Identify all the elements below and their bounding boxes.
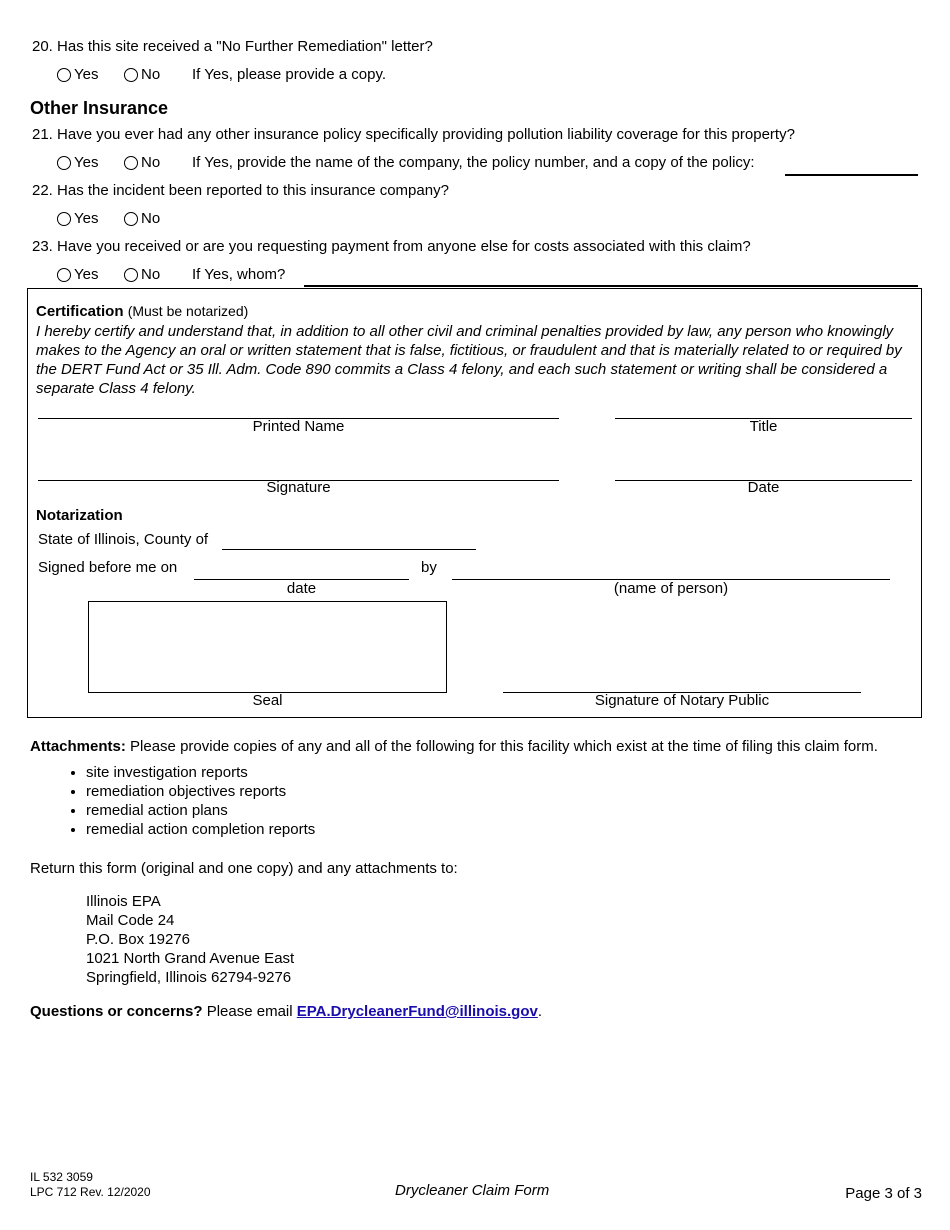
q22-yes-option[interactable]: [57, 210, 98, 227]
radio-icon: [57, 212, 71, 226]
q23-note: If Yes, whom?: [192, 266, 286, 283]
q20-question: 20. Has this site received a "No Further Remediation" letter?: [32, 38, 433, 55]
certification-title: [36, 303, 248, 320]
address-line: Mail Code 24: [86, 912, 175, 929]
certification-statement: I hereby certify and understand that, in addition to all other civil and criminal penalties provided by law, any person who knowingly makes to the Agency an oral or written statement that is false, fictitious, or fraudulent and that is materially related to or required by the DERT Fund Act or 35 Ill. Adm. Code 890 commits a Class 4 felony, and each such statement or writing shall be considered a separate Class 4 felony.: [36, 323, 902, 397]
questions-text: Please email: [206, 1003, 293, 1020]
mailing-address: [86, 892, 294, 987]
by-label: by: [421, 559, 437, 576]
q20-yes-option[interactable]: [57, 66, 98, 83]
radio-icon: [124, 212, 138, 226]
questions-period: .: [537, 1003, 543, 1020]
list-item: • remediation objectives reports: [86, 782, 315, 801]
q23-question: 23. Have you received or are you requesting payment from anyone else for costs associated with this claim?: [32, 238, 751, 255]
address-line: 1021 North Grand Avenue East: [86, 950, 295, 967]
radio-icon: [57, 268, 71, 282]
seal-label: Seal: [252, 692, 283, 709]
q23-yes-option[interactable]: [57, 266, 98, 283]
attachments-list: [68, 763, 315, 839]
email-link[interactable]: EPA.DrycleanerFund@illinois.gov: [296, 1003, 538, 1020]
date-caption: date: [286, 580, 317, 597]
title-label: Title: [749, 418, 778, 435]
q21-yes-label: Yes: [74, 154, 99, 171]
q21-policy-field[interactable]: [785, 174, 918, 176]
q23-yes-label: Yes: [74, 266, 99, 283]
radio-icon: [57, 156, 71, 170]
q21-note: If Yes, provide the name of the company, the policy number, and a copy of the policy:: [192, 154, 755, 171]
county-label: State of Illinois, County of: [38, 531, 209, 548]
q22-no-option[interactable]: [124, 210, 160, 227]
radio-icon: [57, 68, 71, 82]
q22-no-label: No: [141, 210, 161, 227]
form-name: Drycleaner Claim Form: [395, 1182, 550, 1199]
q20-note: If Yes, please provide a copy.: [192, 66, 387, 83]
q21-yes-option[interactable]: [57, 154, 98, 171]
return-instructions: Return this form (original and one copy) and any attachments to:: [30, 860, 458, 877]
attachments-heading: Attachments:: [30, 738, 126, 755]
date-label: Date: [747, 479, 780, 496]
address-line: Illinois EPA: [86, 893, 161, 910]
address-line: P.O. Box 19276: [86, 931, 190, 948]
signature-label: Signature: [266, 479, 331, 496]
list-item: • remedial action plans: [86, 801, 315, 820]
signed-before-label: Signed before me on: [38, 559, 178, 576]
certification-heading: Certification: [36, 303, 124, 320]
q21-no-option[interactable]: [124, 154, 160, 171]
q23-whom-field[interactable]: [304, 285, 918, 287]
seal-box: [88, 601, 447, 693]
list-item: • site investigation reports: [86, 763, 315, 782]
certification-heading-note: (Must be notarized): [127, 303, 249, 319]
form-number: IL 532 3059: [30, 1170, 93, 1184]
radio-icon: [124, 156, 138, 170]
q21-no-label: No: [141, 154, 161, 171]
radio-icon: [124, 68, 138, 82]
q20-no-option[interactable]: [124, 66, 160, 83]
form-revision: LPC 712 Rev. 12/2020: [30, 1185, 151, 1199]
attachments-text: Please provide copies of any and all of the following for this facility which exist at the time of filing this claim form.: [130, 738, 878, 755]
questions-paragraph: [30, 1003, 542, 1020]
q23-no-option[interactable]: [124, 266, 160, 283]
printed-name-label: Printed Name: [252, 418, 345, 435]
q20-yes-label: Yes: [74, 66, 99, 83]
radio-icon: [124, 268, 138, 282]
address-line: Springfield, Illinois 62794-9276: [86, 969, 292, 986]
attachments-paragraph: [30, 738, 878, 755]
q23-no-label: No: [141, 266, 161, 283]
notary-signature-label: Signature of Notary Public: [594, 692, 770, 709]
q20-no-label: No: [141, 66, 161, 83]
questions-heading: Questions or concerns?: [30, 1003, 203, 1020]
list-item: • remedial action completion reports: [86, 820, 315, 839]
q22-question: 22. Has the incident been reported to this insurance company?: [32, 182, 449, 199]
person-caption: (name of person): [613, 580, 729, 597]
page-number: Page 3 of 3: [845, 1185, 922, 1202]
q21-question: 21. Have you ever had any other insurance policy specifically providing pollution liability coverage for this property?: [32, 126, 795, 143]
other-insurance-heading: Other Insurance: [30, 98, 169, 118]
notarization-heading: Notarization: [36, 507, 123, 524]
county-field[interactable]: [222, 549, 476, 550]
q22-yes-label: Yes: [74, 210, 99, 227]
